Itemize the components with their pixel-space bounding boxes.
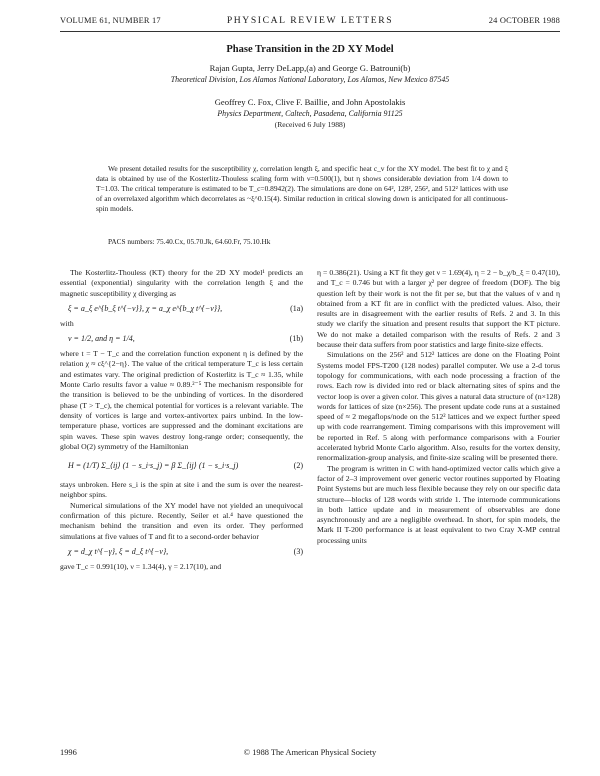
equation-2	[60, 452, 303, 480]
issue-date: 24 OCTOBER 1988	[488, 16, 560, 25]
equation-3-expression: χ = d_χ t^{−γ}, ξ = d_ξ t^{−ν},	[68, 546, 169, 556]
program-paragraph: The program is written in C with hand-optimized vector calls which give a factor of 2–3 improvement over generic vector routines supported by Floating Point Systems but are much less flexible because they rely on our specific data structure—blocks of 128 words with stride 1. The internode communications in both lattice update and in measurement of observables are done asynchronously and are a negligible overhead. In short, for spin models, the Mark II T-200 performance is at least equivalent to two Cray X-MP central processing units	[317, 463, 560, 545]
author-list-2: Geoffrey C. Fox, Clive F. Baillie, and John Apostolakis	[214, 97, 406, 107]
equation-2-expression: H = (1/T) Σ_⟨ij⟩ (1 − s_i·s_j) = β Σ_⟨ij⟩ (1 − s_i·s_j)	[68, 461, 239, 471]
kt-theory-paragraph: where t = T − T_c and the correlation function exponent η is defined by the relation χ ≈ cξ^{2−η}. The value of the critical temperature T_c is less certain and estimates vary. The original prediction of Kosterlitz is T_c ≈ 1.35, while Monte Carlo results favor a value ≈ 0.89.²⁻⁵ The mechanism responsible for the transition is believed to be the unbinding of vortices. In the disordered phase (T > T_c), the chemical potential for vortices is a relevant variable. The density of vortices is large and vortex-antivortex pairs unbind. In the low-temperature phase, vortices are suppressed and the dominant excitations are spin waves. These spin waves destroy long-range order; consequently, the global O(2) symmetry of the Hamiltonian	[60, 349, 303, 451]
abstract	[96, 164, 508, 214]
abstract-text: We present detailed results for the susceptibility χ, correlation length ξ, and specific heat c_v for the XY model. The best fit to χ and ξ data is obtained by use of the Kosterlitz-Thouless scaling form with ν=0.500(1), but η shows considerable deviation from 1/4 down to T=1.03. The critical temperature is estimated to be T_c=0.8942(2). The simulations are done on 64², 128², 256², and 512² lattices with use of an overrelaxed algorithm which decorrelates as ~ξ^0.15(4). Similar reduction in critical slowing down is anticipated for all continuous-spin models.	[96, 164, 508, 214]
affiliation-1: Theoretical Division, Los Alamos National Laboratory, Los Alamos, New Mexico 87545	[170, 75, 450, 84]
author-list-1: Rajan Gupta, Jerry DeLapp,(a) and George G. Batrouni(b)	[209, 63, 411, 73]
kt-fit-paragraph: η = 0.386(21). Using a KT fit they get ν = 1.69(4), η = 2 − b_χ/b_ξ = 0.47(10), and T_c = 0.746 but with a larger χ² per degree of freedom (DOF). The big question left by their work is not the fit per se, but that the values of ν and η obtained from a KT fit are in conflict with the predicted values. Also, their results are in disagreement with the earlier results of Refs. 2 and 3. In this study we clarify the situation and present results that support the KT picture. We do not make a detailed comparison with the results of Refs. 2 and 3 because their data suffers from poor statistics and large finite-size effects.	[317, 268, 560, 350]
numerical-simulations-paragraph: Numerical simulations of the XY model have not yielded an unequivocal confirmation of this picture. Recently, Seiler et al.⁴ have questioned the mechanism behind the transition and even its order. They performed simulations at five values of T and fit to a second-order behavior	[60, 500, 303, 541]
equation-2-number: (2)	[293, 461, 303, 471]
equation-3	[60, 542, 303, 562]
copyright-notice: © 1988 The American Physical Society	[243, 748, 377, 757]
hamiltonian-paragraph: stays unbroken. Here s_i is the spin at site i and the sum is over the nearest-neighbor spins.	[60, 480, 303, 500]
equation-1a	[60, 299, 303, 319]
equation-1a-expression: ξ = a_ξ e^{b_ξ t^{−ν}}, χ = a_χ e^{b_χ t^{−ν}},	[68, 303, 223, 313]
equation-1a-number: (1a)	[290, 303, 303, 313]
header-rule	[60, 31, 560, 32]
fit-results-paragraph: gave T_c = 0.991(10), ν = 1.34(4), γ = 2.17(10), and	[60, 561, 222, 571]
equation-1b-number: (1b)	[289, 334, 303, 344]
running-head	[60, 16, 560, 30]
equation-1b-expression: ν = 1/2, and η = 1/4,	[68, 334, 135, 344]
affiliation-2: Physics Department, Caltech, Pasadena, California 91125	[217, 109, 403, 118]
right-column	[317, 268, 560, 546]
equation-1b	[60, 329, 303, 349]
equation-3-number: (3)	[293, 546, 303, 556]
received-date: (Received 6 July 1988)	[274, 120, 346, 129]
left-column	[60, 268, 303, 572]
with-text: with	[60, 318, 74, 328]
intro-paragraph: The Kosterlitz-Thouless (KT) theory for the 2D XY model¹ predicts an essential (exponential) singularity with the correlation length ξ and the magnetic susceptibility χ diverging as	[60, 268, 303, 298]
simulations-paragraph: Simulations on the 256² and 512² lattices are done on the Floating Point Systems model FPS-T200 (128 nodes) parallel computer. We use a 2-d torus topology for communications, with each node processing a fraction of the rows. Each row is divided into red or black alternating sites of spins and the vector loop is over a given color. This gives a natural data structure of (n×128) words for lattices of size (n×256). The present update code runs at a sustained speed of ≈ 2 megaflops/node on the 512² lattices and we expect further speed up with code rearrangement. Timing comparisons with this improvement will be reported in Ref. 5 along with performance comparisons with a Fourier accelerated hybrid Monte Carlo algorithm. Also, results for the vortex density, renormalization-group analysis, and finite-size scaling will be presented there.	[317, 350, 560, 463]
page-number: 1996	[60, 748, 77, 757]
pacs-numbers: PACS numbers: 75.40.Cx, 05.70.Jk, 64.60.Fr, 75.10.Hk	[108, 237, 271, 246]
journal-name: PHYSICAL REVIEW LETTERS	[226, 15, 394, 26]
volume-issue: VOLUME 61, NUMBER 17	[60, 16, 161, 25]
article-title: Phase Transition in the 2D XY Model	[226, 44, 394, 55]
